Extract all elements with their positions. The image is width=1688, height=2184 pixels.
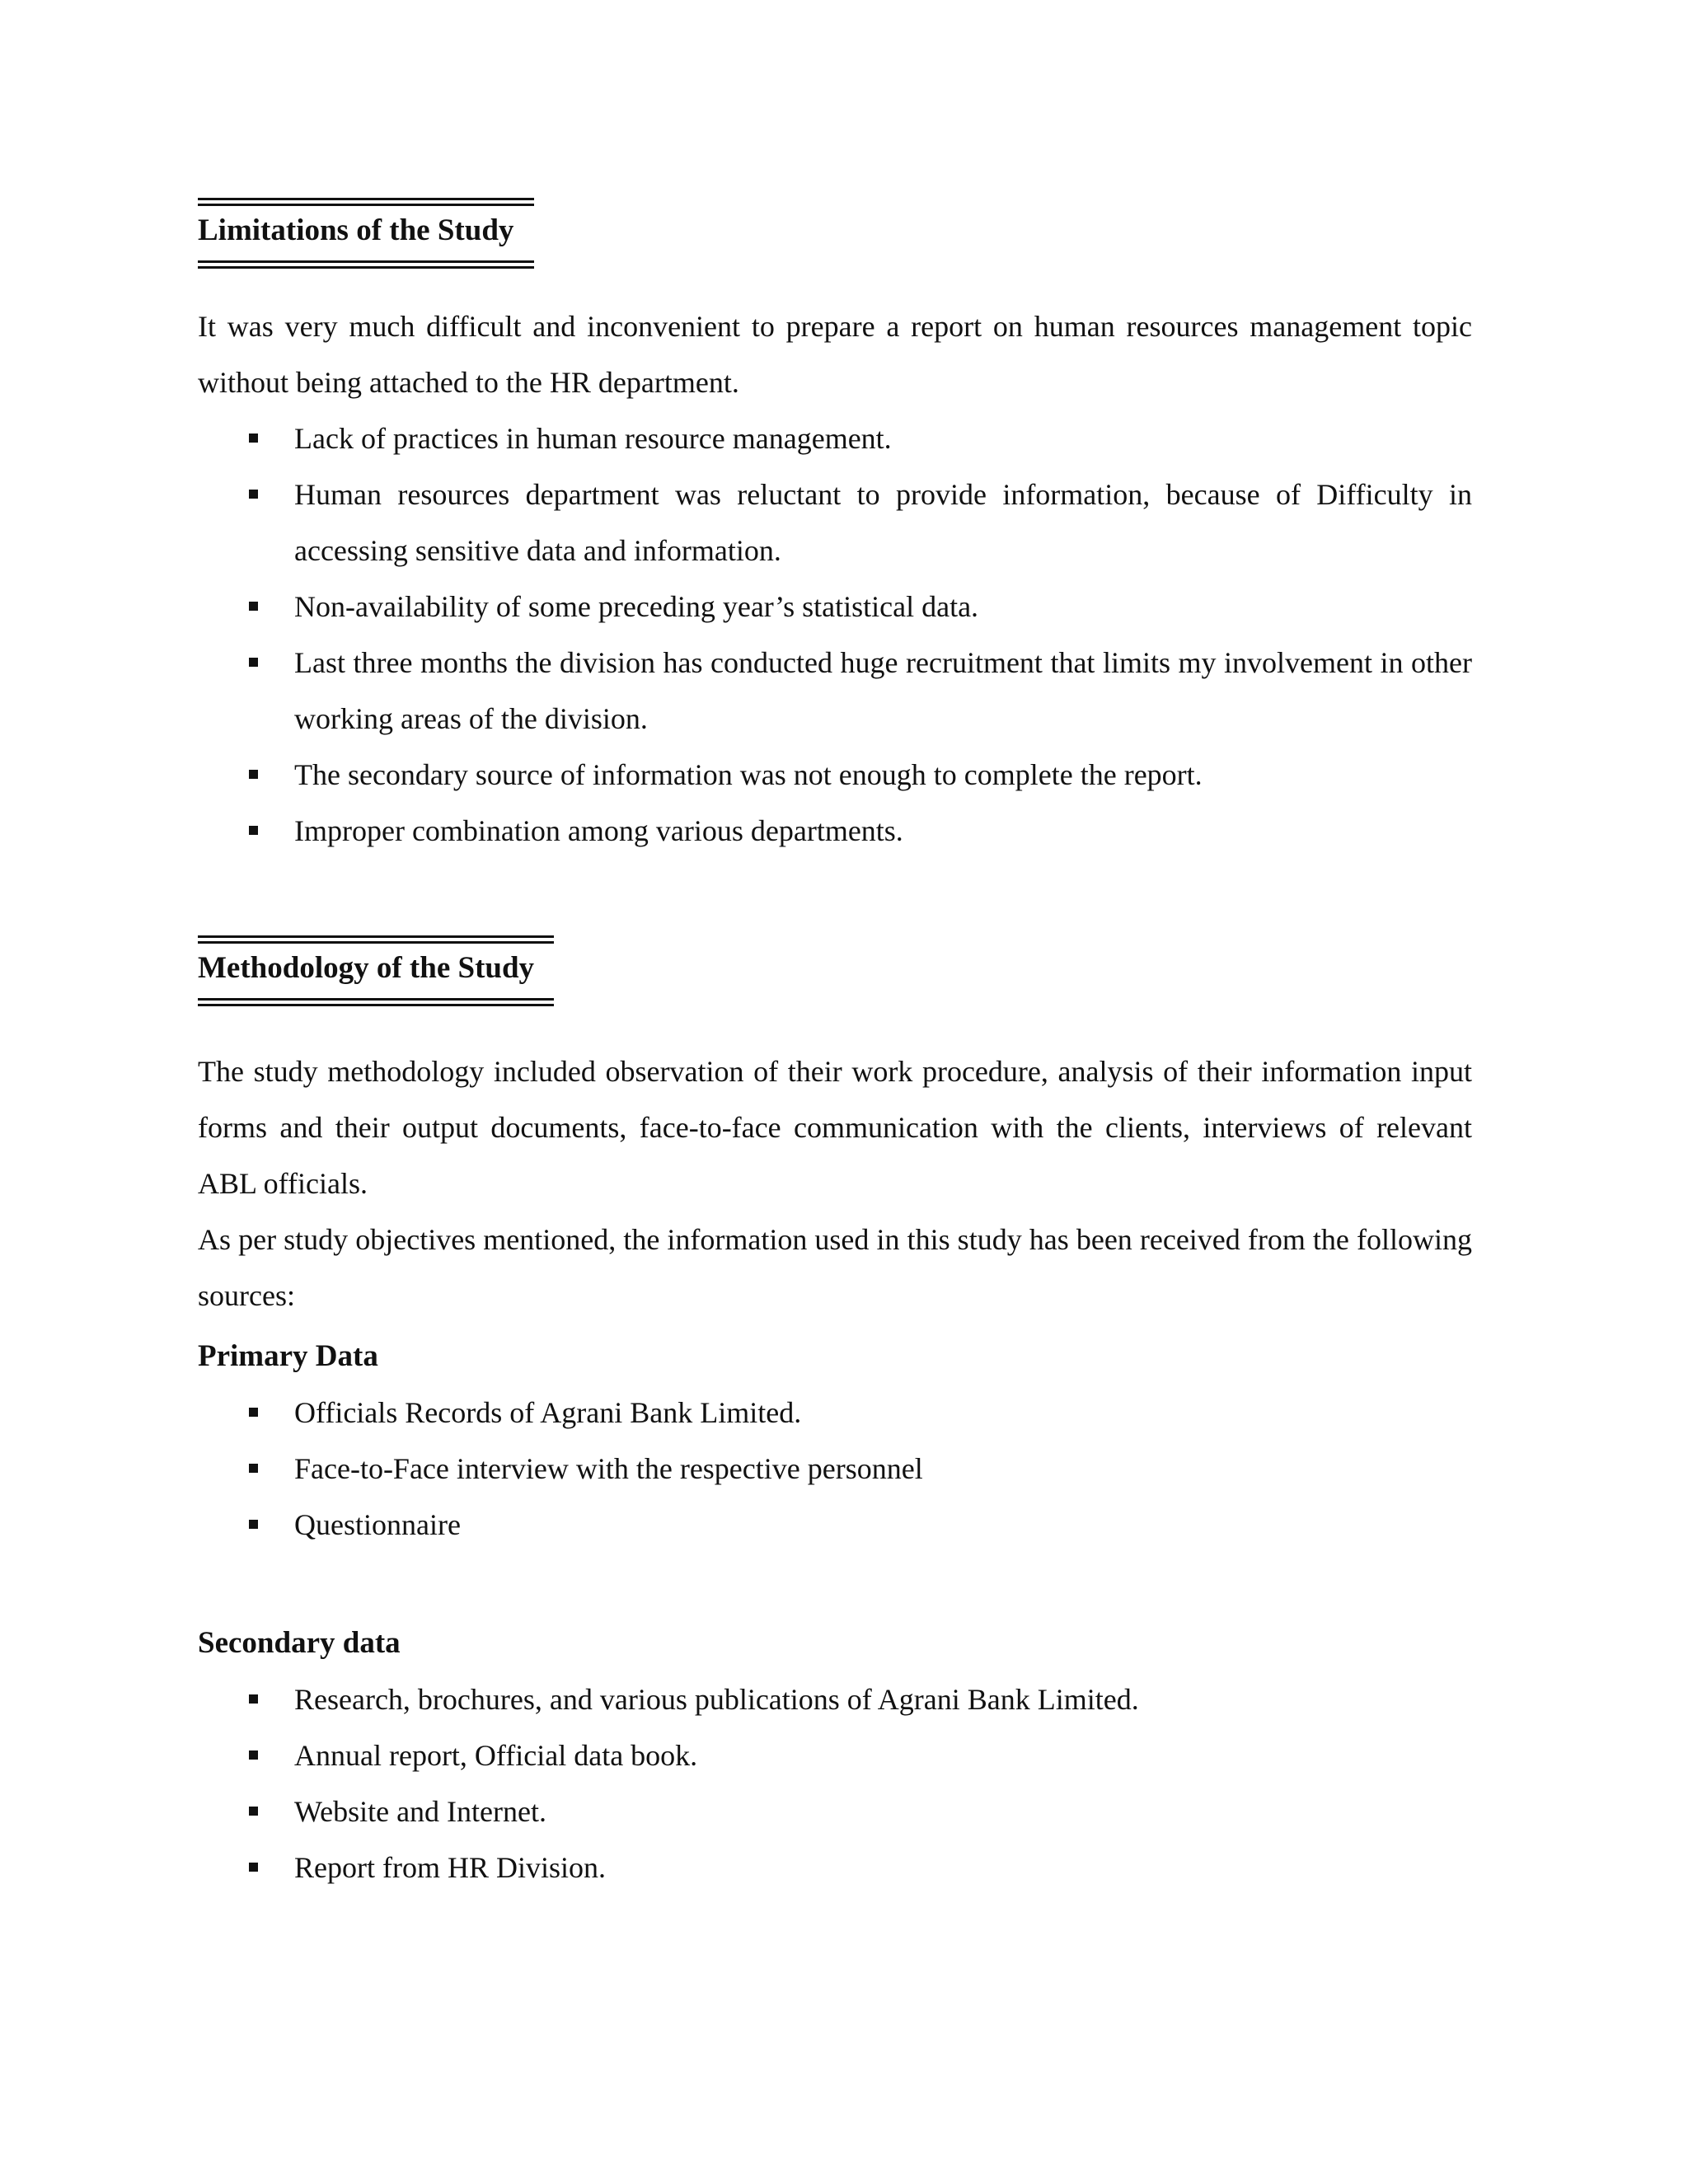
square-bullet-icon (249, 1520, 258, 1529)
secondary-data-heading: Secondary data (198, 1626, 401, 1660)
list-item-text: Officials Records of Agrani Bank Limited. (294, 1396, 802, 1429)
list-item (198, 1497, 1472, 1553)
list-item (198, 1783, 1472, 1840)
square-bullet-icon (249, 1863, 258, 1872)
heading-rule-top (198, 198, 534, 206)
list-item-text: Last three months the division has conducted huge recruitment that limits my involvement in other working areas of the division. (294, 646, 1472, 735)
list-item (198, 1671, 1472, 1727)
limitations-heading: Limitations of the Study (198, 213, 514, 247)
list-item-text: Research, brochures, and various publications of Agrani Bank Limited. (294, 1683, 1139, 1716)
heading-rule-top (198, 935, 554, 944)
list-item-text: Face-to-Face interview with the respective personnel (294, 1452, 923, 1485)
list-item (198, 579, 1472, 635)
list-item-text: Non-availability of some preceding year’s statistical data. (294, 590, 979, 623)
methodology-sources-paragraph: As per study objectives mentioned, the information used in this study has been received from the following sources: (198, 1223, 1472, 1312)
list-item (198, 635, 1472, 747)
list-item (198, 747, 1472, 803)
square-bullet-icon (249, 658, 258, 667)
limitations-heading-block (198, 198, 534, 269)
limitations-list (198, 410, 1472, 859)
primary-data-list (198, 1385, 1472, 1553)
list-item-text: Improper combination among various departments. (294, 814, 903, 847)
square-bullet-icon (249, 826, 258, 835)
primary-data-heading: Primary Data (198, 1339, 378, 1373)
square-bullet-icon (249, 1408, 258, 1417)
list-item-text: Human resources department was reluctant to provide information, because of Difficulty in accessing sensitive data and information. (294, 478, 1472, 567)
list-item (198, 1727, 1472, 1783)
list-item-text: Website and Internet. (294, 1795, 546, 1828)
square-bullet-icon (249, 1694, 258, 1704)
square-bullet-icon (249, 1464, 258, 1473)
list-item-text: Lack of practices in human resource management. (294, 422, 892, 455)
list-item-text: Questionnaire (294, 1508, 461, 1541)
square-bullet-icon (249, 1750, 258, 1760)
limitations-intro: It was very much difficult and inconvenient to prepare a report on human resources management topic without being attached to the HR department. (198, 310, 1472, 399)
heading-rule-bottom (198, 998, 554, 1006)
list-item (198, 1385, 1472, 1441)
list-item-text: Report from HR Division. (294, 1851, 606, 1884)
list-item (198, 410, 1472, 466)
square-bullet-icon (249, 770, 258, 779)
square-bullet-icon (249, 602, 258, 611)
square-bullet-icon (249, 434, 258, 443)
list-item (198, 803, 1472, 859)
list-item (198, 1840, 1472, 1896)
list-item (198, 466, 1472, 579)
list-item-text: Annual report, Official data book. (294, 1739, 698, 1772)
methodology-heading: Methodology of the Study (198, 951, 535, 985)
square-bullet-icon (249, 490, 258, 499)
list-item (198, 1441, 1472, 1497)
secondary-data-list (198, 1671, 1472, 1896)
heading-rule-bottom (198, 260, 534, 269)
square-bullet-icon (249, 1807, 258, 1816)
list-item-text: The secondary source of information was not enough to complete the report. (294, 758, 1203, 791)
methodology-paragraph: The study methodology included observation of their work procedure, analysis of their information input forms and their output documents, face-to-face communication with the clients, interviews of relevant ABL officials. (198, 1055, 1472, 1200)
methodology-heading-block (198, 935, 554, 1006)
